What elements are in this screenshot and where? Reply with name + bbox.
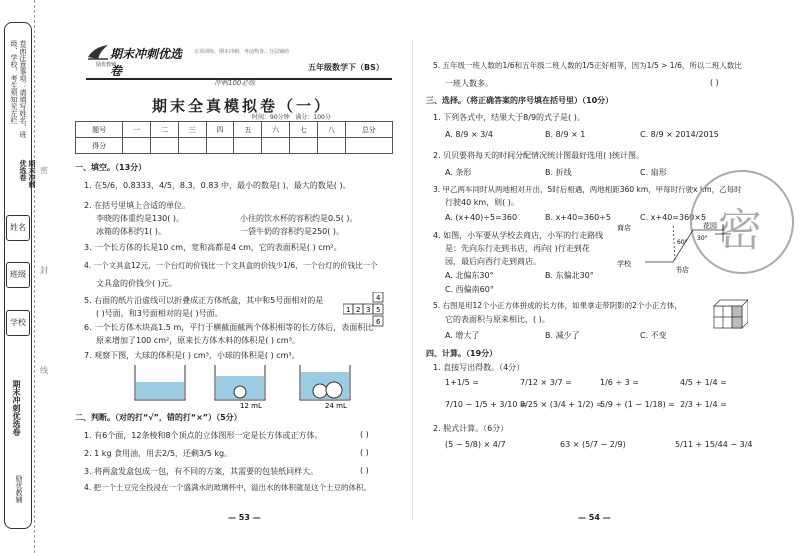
binding-notice: 卷面注意事项：请填写姓名、班级、学校，考生须知见左栏: [10, 40, 27, 138]
time-limit: 时间：90分钟: [252, 114, 290, 121]
question-2a: 李晓的体重约是130( )。: [96, 214, 185, 223]
choice-5: 5. 右图是用12个小正方体拼成的长方体，如果拿走带阴影的2个小正方体，: [433, 301, 682, 310]
choice-5b: 它的表面积与原来相比，( )。: [445, 315, 550, 324]
answer-bracket[interactable]: ( ): [360, 466, 369, 475]
map-angle: 30°: [697, 235, 708, 242]
section-calc: 四、计算。（19分）: [426, 349, 498, 358]
school-field[interactable]: [6, 310, 30, 336]
section-choice: 三、选择。（将正确答案的序号填在括号里）（10分）: [426, 96, 614, 105]
calc-1-title: 1. 直接写出得数。（4分）: [433, 363, 525, 372]
choice-4b: 是：先向东行走到书店，再向( )行走到花: [445, 244, 590, 253]
calc-item: 5/9 ÷ (1 − 1/18) =: [600, 400, 675, 409]
question-1: 1. 在5/6，0.8333，4/5，8.3，0.83 中，最小的数是( )，最大的数是( )。: [84, 181, 351, 190]
choice-1b: B. 8/9 × 1: [545, 130, 586, 139]
choice-3b: 行驶40 km，则( )。: [445, 198, 519, 207]
paper-title: 期末全真模拟卷（一）: [152, 97, 333, 115]
cut-mark-1: 密: [40, 166, 48, 175]
section-judge: 二、判断。（对的打“√”，错的打“×”）（5分）: [75, 413, 242, 422]
compass-icon: [715, 224, 731, 242]
score-cell[interactable]: [290, 138, 318, 154]
choice-4-a: A. 北偏东30°: [445, 271, 494, 280]
cut-mark-3: 线: [40, 366, 48, 375]
choice-4-c: C. 西偏南60°: [445, 285, 494, 294]
question-3: 3. 一个长方体的长是10 cm，宽和高都是4 cm，它的表面积是( ) cm²。: [84, 243, 342, 252]
section-fill-blank: 一、填空。（13分）: [75, 163, 147, 172]
score-head: 总分: [345, 122, 392, 138]
answer-bracket[interactable]: ( ): [360, 430, 369, 439]
route-map: [615, 222, 765, 274]
map-angle: 60°: [677, 239, 688, 246]
question-6: 6. 一个长方体木块高1.5 m，平行于横截面截两个体积相等的长方体后，表面积比: [84, 323, 374, 332]
grade-label: 五年级数学下（BS）: [308, 63, 384, 72]
calc-item: 1+1/5 =: [445, 378, 479, 387]
calc2-item: 5/11 + 15/44 − 3/4: [675, 440, 753, 449]
choice-4: 4. 如图，小军要从学校去商店，小军的行走路线: [433, 231, 604, 240]
small-ball: [234, 386, 246, 398]
score-cell[interactable]: [317, 138, 345, 154]
time-score: [252, 112, 331, 121]
cuboid-figure: [708, 296, 748, 330]
school-label: 学校: [10, 318, 26, 327]
choice-5-a: A. 增大了: [445, 331, 480, 340]
score-head: 七: [290, 122, 318, 138]
calc-item: 7/10 − 1/5 + 3/10 =: [445, 400, 527, 409]
binding-brand: 期末冲刺优选卷: [12, 380, 21, 436]
question-2d: 一袋牛奶的容积约是250( )。: [240, 227, 345, 236]
judge-4: 4. 把一个土豆完全投浸在一个盛满水的玻璃杯中，溢出水的体积就是这个土豆的体积。: [84, 483, 372, 492]
choice-2c: C. 扇形: [640, 168, 667, 177]
score-head: 题号: [76, 122, 123, 138]
page-number-left: — 53 —: [228, 513, 261, 522]
choice-5-b: B. 减少了: [545, 331, 580, 340]
brand-logo: [86, 43, 190, 78]
net-face: 5: [376, 306, 381, 314]
score-cell[interactable]: [345, 138, 392, 154]
net-face: 3: [366, 306, 371, 314]
calc-item: 2/3 + 1/4 =: [680, 400, 727, 409]
calc-item: 4/5 + 1/4 =: [680, 378, 727, 387]
cup-3-label: 24 mL: [325, 402, 347, 408]
choice-2: 2. 贝贝要将每天的时间分配情况统计图最好选用( )统计图。: [433, 151, 644, 160]
brand-publisher: 励优教辅: [96, 62, 117, 68]
small-ball: [313, 384, 327, 398]
page-number-right: — 54 —: [578, 513, 611, 522]
net-face: 1: [346, 306, 351, 314]
name-field[interactable]: [6, 215, 30, 241]
choice-3-c: C. x+40=360×5: [640, 213, 707, 222]
class-field[interactable]: [6, 262, 30, 288]
answer-bracket[interactable]: ( ): [710, 78, 719, 87]
question-7: 7. 观察下图，大球的体积是( ) cm³，小球的体积是( ) cm³。: [84, 351, 300, 360]
binding-publisher: 励优教辅: [15, 475, 23, 503]
score-head: 八: [317, 122, 345, 138]
choice-5-c: C. 不变: [640, 331, 667, 340]
score-head: 二: [151, 122, 179, 138]
score-table-header-row: [76, 122, 393, 138]
choice-2a: A. 条形: [445, 168, 472, 177]
net-face: 6: [376, 318, 381, 326]
score-cell[interactable]: [206, 138, 234, 154]
cup-2-label: 12 mL: [240, 402, 262, 408]
question-6b: 原来增加了100 cm²，原来长方体木料的体积是( ) cm³。: [96, 336, 300, 345]
page-divider: [412, 40, 413, 520]
judge-2: 2. 1 kg 食用油，用去2/5，还剩3/5 kg。: [84, 449, 233, 458]
slogan: 专项训练、期末冲刺、考前热身、分层辅助: [194, 49, 290, 55]
choice-3-a: A. (x+40)÷5=360: [445, 213, 518, 222]
score-head: 六: [262, 122, 290, 138]
calc-2-title: 2. 脱式计算。（6分）: [433, 424, 509, 433]
judge-5b: 一班人数多。: [445, 79, 493, 88]
score-cell[interactable]: [123, 138, 151, 154]
book-icon: [86, 43, 110, 63]
question-2c: 冰箱的体积约1( )。: [96, 227, 166, 236]
series-label: 冲刺100必练: [214, 79, 256, 87]
cups-figure: [130, 360, 390, 408]
map-label: 学校: [617, 260, 631, 268]
map-label: 花园: [703, 222, 717, 230]
choice-3: 3. 甲乙两车同时从两地相对开出，5时后相遇，两地相距360 km，甲每时行驶x km，乙每时: [433, 185, 742, 194]
score-head: 五: [234, 122, 262, 138]
class-label: 班级: [10, 270, 26, 279]
score-head: 三: [178, 122, 206, 138]
question-4: 4. 一个文具盒12元，一个台灯的价钱比一个文具盒的价钱少1/6，一个台灯的价钱比一个: [84, 261, 378, 270]
route-line: [645, 230, 725, 262]
score-head: 四: [206, 122, 234, 138]
judge-5: 5. 五年级一班人数的1/6和五年级二班人数的1/5正好相等，因为1/5 > 1/6，所以二班人数比: [433, 61, 742, 70]
question-5b: ( )号面，和3号面相对的是( )号面。: [96, 309, 223, 318]
choice-1a: A. 8/9 × 3/4: [445, 130, 493, 139]
question-5: 5. 右面的纸片沿虚线可以折叠成正方体纸盒，其中和5号面相对的是: [84, 296, 324, 305]
score-label: 得分: [76, 138, 123, 154]
score-cell[interactable]: [151, 138, 179, 154]
score-cell[interactable]: [178, 138, 206, 154]
calc-item: 1/6 ÷ 3 =: [600, 378, 639, 387]
score-table: [75, 121, 393, 154]
binding-logo: 期末冲刺优选卷: [19, 160, 36, 188]
map-label: 商店: [617, 224, 631, 232]
score-table-score-row: [76, 138, 393, 154]
name-label: 姓名: [10, 223, 26, 232]
question-4b: 文具盒的价钱少( )元。: [96, 279, 177, 288]
big-ball: [326, 382, 342, 398]
choice-1c: C. 8/9 × 2014/2015: [640, 130, 719, 139]
score-cell[interactable]: [234, 138, 262, 154]
calc-item: 8/25 × (3/4 + 1/2) =: [520, 400, 603, 409]
full-score: 满分：100分: [295, 114, 331, 121]
choice-3-b: B. x+40=360÷5: [545, 213, 611, 222]
choice-2b: B. 折线: [545, 168, 572, 177]
net-face: 2: [356, 306, 361, 314]
map-label: 书店: [675, 266, 689, 274]
calc-item: 7/12 × 3/7 =: [520, 378, 572, 387]
question-2: 2. 在括号里填上合适的单位。: [84, 201, 191, 210]
brand-title: 期末冲刺优选卷: [110, 47, 183, 78]
question-2b: 小往的饮水杯的容积约是0.5( )。: [240, 214, 358, 223]
answer-bracket[interactable]: ( ): [360, 448, 369, 457]
calc2-item: 63 × (5/7 − 2/9): [560, 440, 626, 449]
choice-1: 1. 下列各式中，结果大于8/9的式子是( )。: [433, 113, 585, 122]
score-head: 一: [123, 122, 151, 138]
binding-strip: [0, 0, 35, 553]
seal-char: 密: [718, 205, 762, 256]
cut-mark-2: 封: [40, 266, 48, 275]
choice-4c: 园，最后向西行走到商店。: [445, 257, 541, 266]
score-cell[interactable]: [262, 138, 290, 154]
judge-3: 3. 将两盒发盒包成一包，有不同的方案，其需要的包装纸同样大。: [84, 467, 319, 476]
net-face: 4: [376, 294, 381, 302]
calc2-item: (5 − 5/8) × 4/7: [445, 440, 506, 449]
choice-4-b: B. 东偏北30°: [545, 271, 594, 280]
judge-1: 1. 有6个面，12条棱和8个顶点的立体图形一定是长方体或正方体。: [84, 431, 323, 440]
water-1: [136, 382, 184, 399]
